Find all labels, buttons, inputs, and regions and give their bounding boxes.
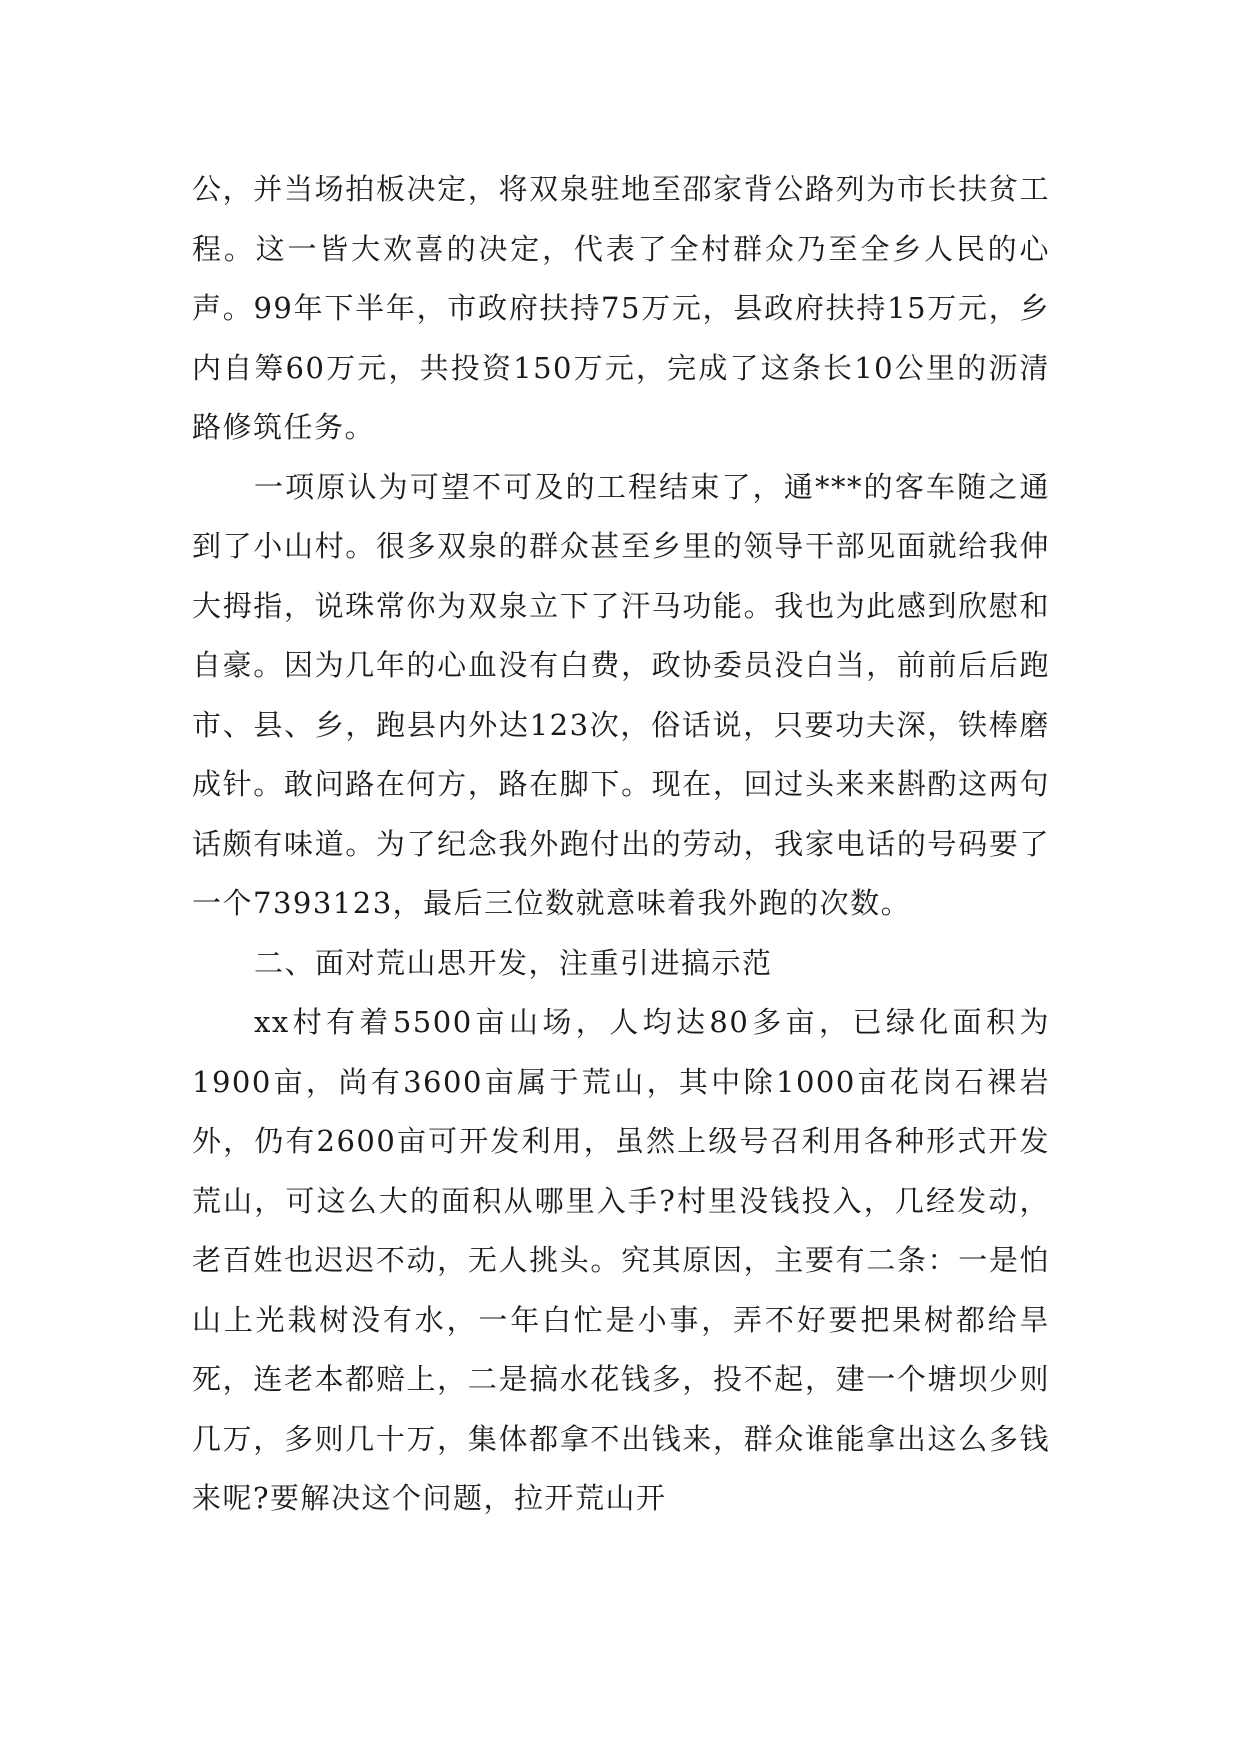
section-heading: 二、面对荒山思开发，注重引进搞示范 — [254, 945, 773, 980]
paragraph-2: 一项原认为可望不可及的工程结束了，通***的客车随之通到了小山村。很多双泉的群众甚至乡里的领导干部见面就给我伸大拇指，说珠常你为双泉立下了汗马功能。我也为此感到欣慰和自豪。因为几年的心血没有白费，政协委员没白当，前前后后跑市、县、乡，跑县内外达123次，俗话说，只要功夫深，铁棒磨成针。敢问路在何方，路在脚下。现在，回过头来来斟酌这两句话颇有味道。为了纪念我外跑付出的劳动，我家电话的号码要了一个7393123，最后三位数就意味着我外跑的次数。 — [192, 469, 1050, 920]
body-text — [192, 160, 1050, 1529]
paragraph-3: xx村有着5500亩山场，人均达80多亩，已绿化面积为1900亩，尚有3600亩属于荒山，其中除1000亩花岗石裸岩外，仍有2600亩可开发利用，虽然上级号召利用各种形式开发荒山，可这么大的面积从哪里入手?村里没钱投入，几经发动，老百姓也迟迟不动，无人挑头。究其原因，主要有二条：一是怕山上光栽树没有水，一年白忙是小事，弄不好要把果树都给旱死，连老本都赔上，二是搞水花钱多，投不起，建一个塘坝少则几万，多则几十万，集体都拿不出钱来，群众谁能拿出这么多钱来呢?要解决这个问题，拉开荒山开 — [192, 1005, 1050, 1515]
paragraph-1: 公，并当场拍板决定，将双泉驻地至邵家背公路列为市长扶贫工程。这一皆大欢喜的决定，代表了全村群众乃至全乡人民的心声。99年下半年，市政府扶持75万元，县政府扶持15万元，乡内自筹60万元，共投资150万元，完成了这条长10公里的沥清路修筑任务。 — [192, 172, 1050, 444]
